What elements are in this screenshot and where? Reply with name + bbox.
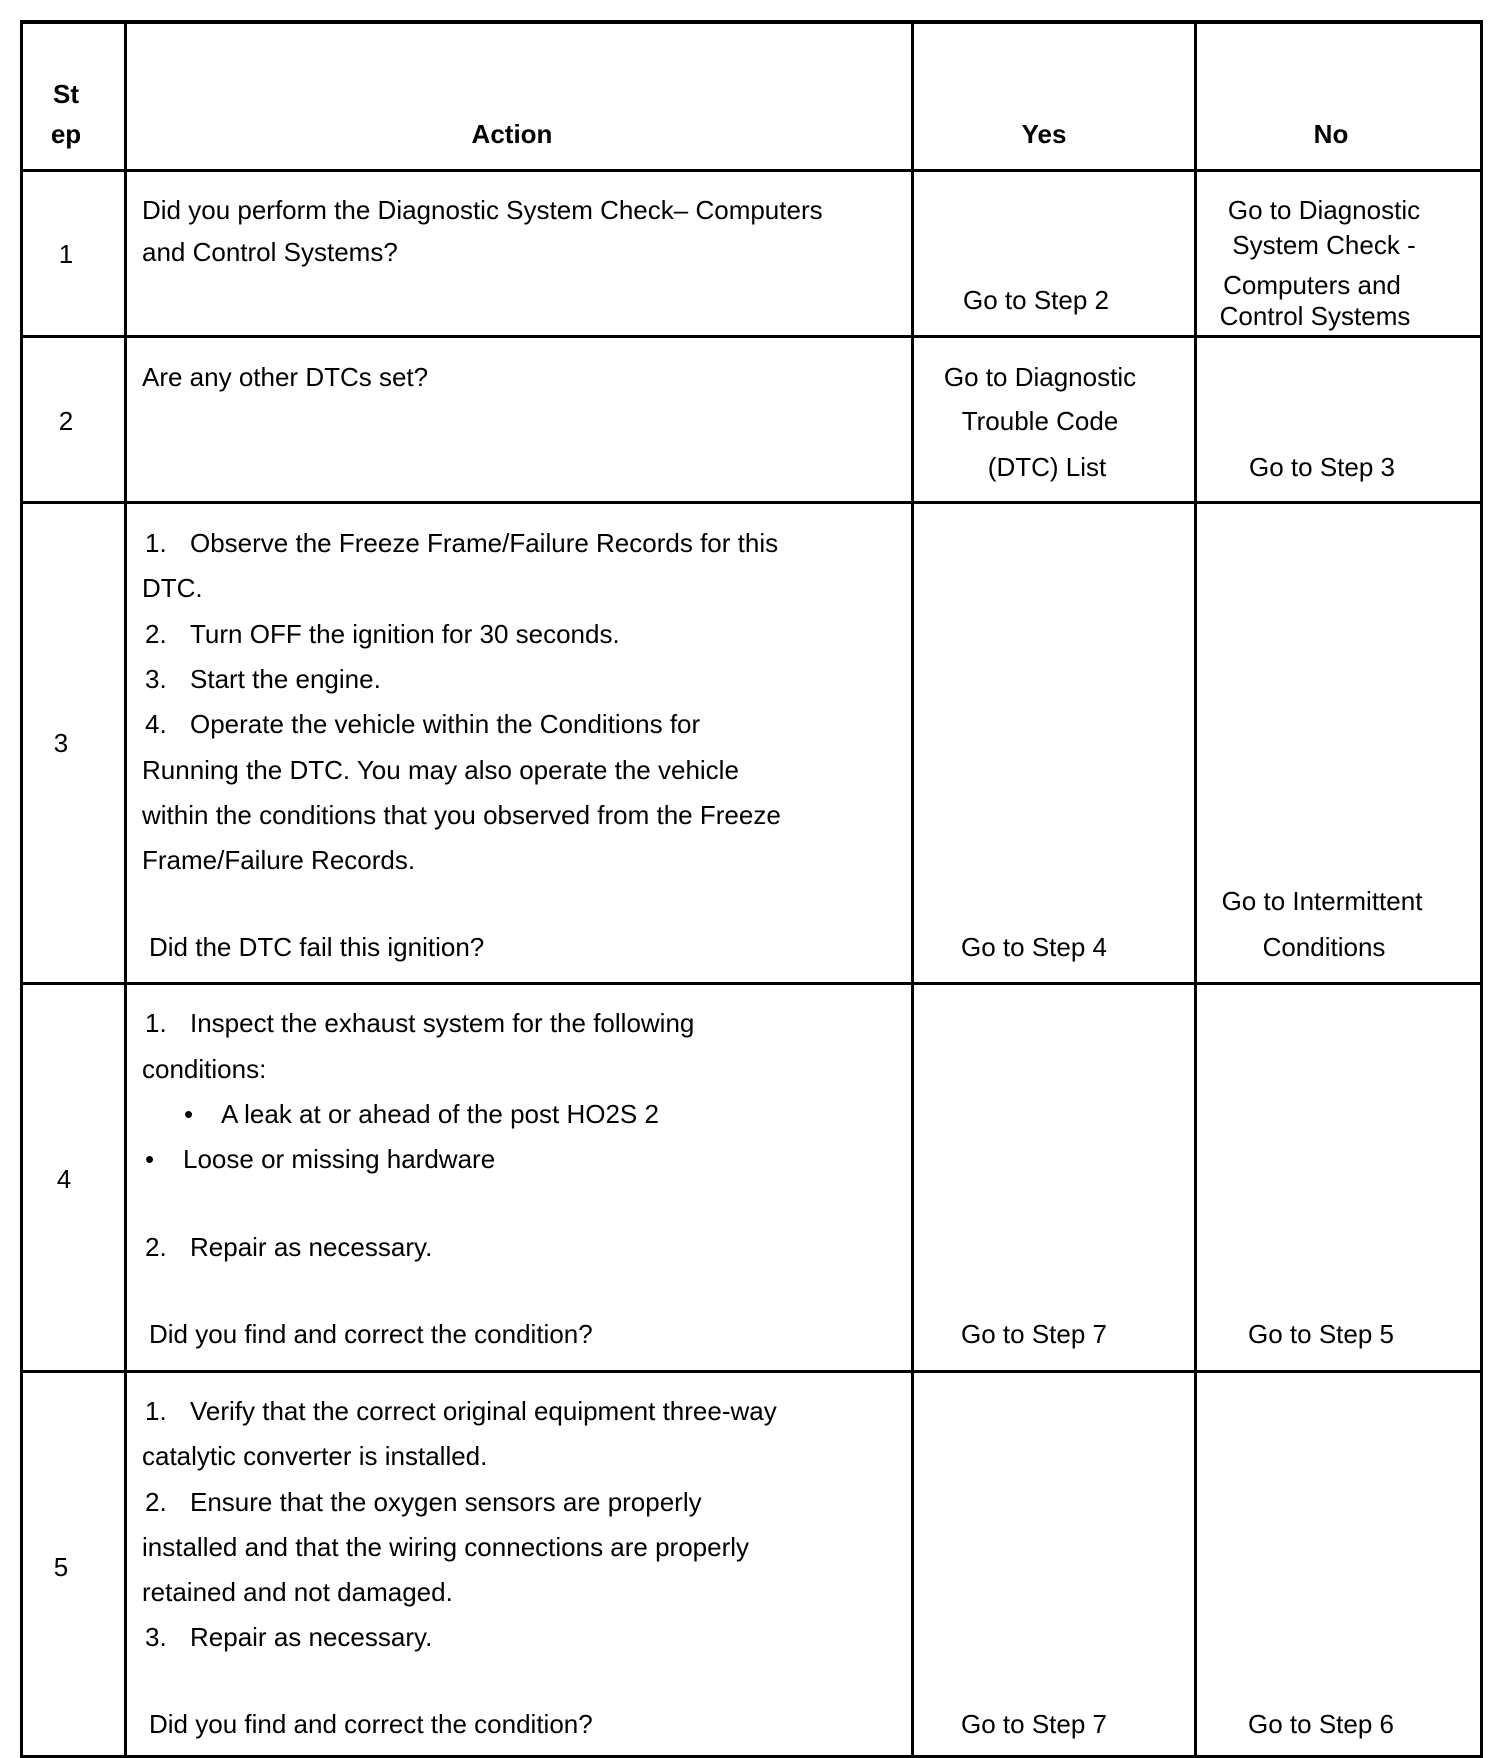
list-number: 1. (145, 1396, 167, 1426)
yes-link[interactable]: Go to Step 2 (963, 285, 1109, 315)
row-divider (20, 169, 1483, 172)
no-link[interactable]: Computers and (1223, 270, 1401, 300)
action-text: Frame/Failure Records. (142, 845, 416, 875)
list-number: 2. (145, 1487, 167, 1517)
step-number: 5 (53, 1552, 69, 1582)
step-number: 2 (58, 406, 74, 436)
list-number: 4. (145, 709, 167, 739)
action-text: Are any other DTCs set? (142, 362, 429, 392)
yes-link[interactable]: Trouble Code (961, 406, 1119, 436)
action-text: Observe the Freeze Frame/Failure Records for this (190, 528, 779, 558)
table-border-left (20, 20, 23, 1758)
header-action: Action (471, 119, 553, 149)
no-link[interactable]: Conditions (1262, 932, 1386, 962)
step-number: 3 (53, 728, 69, 758)
action-question: Did you find and correct the condition? (149, 1319, 593, 1349)
list-number: 3. (145, 664, 167, 694)
action-text: Start the engine. (190, 664, 381, 694)
no-link[interactable]: Control Systems (1219, 301, 1411, 331)
row-divider (20, 1370, 1483, 1373)
row-divider (20, 501, 1483, 504)
action-text: Running the DTC. You may also operate the vehicle (142, 755, 739, 785)
action-text: Operate the vehicle within the Conditions for (190, 709, 701, 739)
action-text: retained and not damaged. (142, 1577, 453, 1607)
action-text: Ensure that the oxygen sensors are properly (190, 1487, 702, 1517)
action-text: Repair as necessary. (190, 1232, 433, 1262)
table-border-right (1480, 20, 1483, 1758)
no-link[interactable]: Go to Step 5 (1248, 1319, 1394, 1349)
bullet-text: Loose or missing hardware (183, 1144, 496, 1174)
step-number: 4 (56, 1164, 72, 1194)
yes-link[interactable]: Go to Diagnostic (943, 362, 1137, 392)
list-number: 2. (145, 619, 167, 649)
action-text: installed and that the wiring connections are properly (142, 1532, 750, 1562)
yes-link[interactable]: (DTC) List (987, 452, 1107, 482)
action-text: DTC. (142, 573, 203, 603)
table-border-top (20, 20, 1483, 24)
row-divider (20, 982, 1483, 985)
no-link[interactable]: Go to Diagnostic (1227, 195, 1421, 225)
column-divider (911, 20, 914, 1758)
action-question: Did the DTC fail this ignition? (149, 932, 485, 962)
action-text: catalytic converter is installed. (142, 1441, 488, 1471)
list-number: 1. (145, 528, 167, 558)
action-question: Did you find and correct the condition? (149, 1709, 593, 1739)
action-text: Inspect the exhaust system for the following (190, 1008, 695, 1038)
action-text: and Control Systems? (142, 237, 398, 267)
column-divider (1194, 20, 1197, 1758)
yes-link[interactable]: Go to Step 7 (961, 1319, 1107, 1349)
bullet-marker: • (184, 1099, 194, 1129)
action-text: Verify that the correct original equipment three-way (190, 1396, 777, 1426)
header-yes: Yes (1021, 119, 1067, 149)
action-text: Did you perform the Diagnostic System Check– Computers (142, 195, 823, 225)
action-text: Turn OFF the ignition for 30 seconds. (190, 619, 620, 649)
no-link[interactable]: Go to Intermittent (1221, 886, 1423, 916)
row-divider (20, 335, 1483, 338)
header-no: No (1313, 119, 1349, 149)
no-link[interactable]: Go to Step 6 (1248, 1709, 1394, 1739)
bullet-marker: • (145, 1144, 155, 1174)
list-number: 1. (145, 1008, 167, 1038)
header-step-line2: ep (50, 119, 82, 149)
step-number: 1 (58, 239, 74, 269)
no-link[interactable]: Go to Step 3 (1249, 452, 1395, 482)
action-text: Repair as necessary. (190, 1622, 433, 1652)
no-link[interactable]: System Check - (1232, 230, 1416, 260)
list-number: 3. (145, 1622, 167, 1652)
header-step-line1: St (53, 79, 79, 109)
yes-link[interactable]: Go to Step 7 (961, 1709, 1107, 1739)
bullet-text: A leak at or ahead of the post HO2S 2 (221, 1099, 659, 1129)
action-text: conditions: (142, 1054, 267, 1084)
list-number: 2. (145, 1232, 167, 1262)
action-text: within the conditions that you observed from the Freeze (142, 800, 781, 830)
column-divider (124, 20, 127, 1758)
yes-link[interactable]: Go to Step 4 (961, 932, 1107, 962)
